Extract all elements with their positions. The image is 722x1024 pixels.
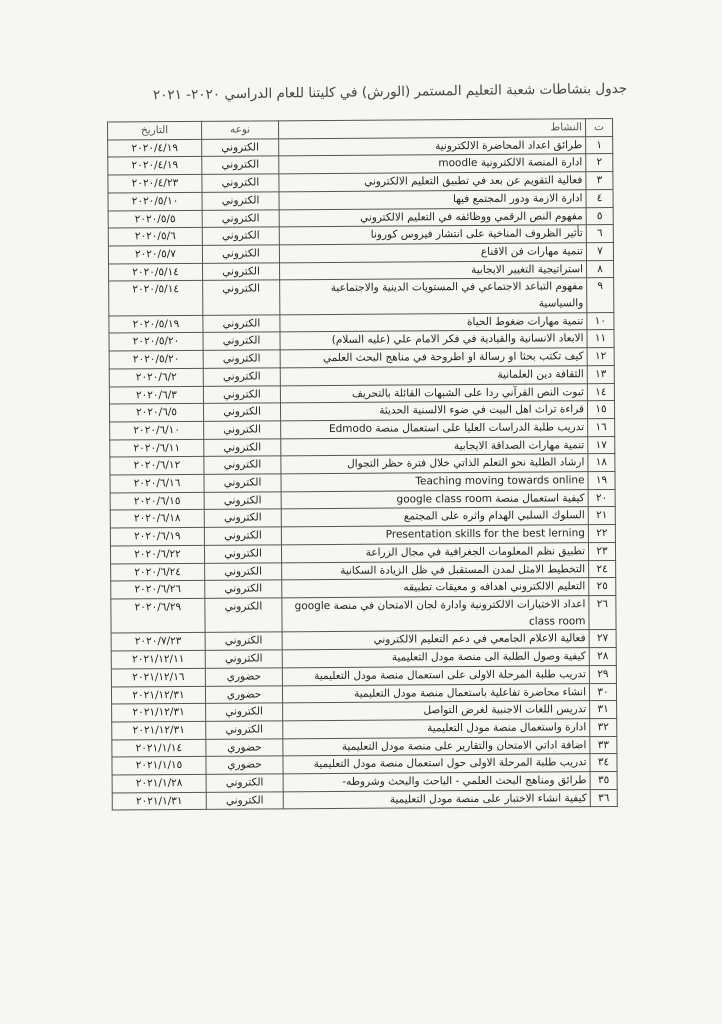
cell-date: ٢٠٢٠/٥/١٤ [109,263,203,281]
cell-num: ٤ [586,189,613,207]
cell-num: ١٤ [587,383,614,401]
cell-date: ٢٠٢٠/٥/٥ [108,210,202,228]
cell-type: الكتروني [202,174,279,192]
cell-activity: تأثير الظروف المناخية على انتشار فيروس كورونا [279,225,586,245]
cell-date: ٢٠٢١/١٢/٣١ [111,686,205,704]
cell-activity: التعليم الالكتروني اهدافه و معيقات تطبيقه [282,578,589,598]
cell-date: ٢٠٢١/١/٢٨ [112,774,206,792]
cell-num: ٣٠ [589,683,616,701]
cell-num: ٦ [586,225,613,243]
cell-num: ٣٤ [590,754,617,772]
cell-activity: فعالية التقويم عن بعد في تطبيق التعليم الالكتروني [279,172,586,192]
cell-activity: فعالية الاعلام الجامعي في دعم التعليم الالكتروني [282,630,589,650]
table-row [111,595,616,633]
cell-type: الكتروني [203,368,280,386]
cell-type: الكتروني [205,632,282,650]
cell-num: ١٦ [588,418,615,436]
cell-type: الكتروني [203,280,280,315]
cell-type: الكتروني [204,456,281,474]
cell-date: ٢٠٢٠/٦/١٦ [110,474,204,492]
cell-type: حضوري [205,685,282,703]
header-num: ت [586,119,613,137]
cell-num: ٢٨ [589,648,616,666]
cell-num: ١٩ [588,472,615,490]
cell-date: ٢٠٢٠/٦/١١ [110,439,204,457]
cell-num: ١١ [587,330,614,348]
cell-num: ٢٠ [588,489,615,507]
cell-type: الكتروني [206,792,283,810]
cell-date: ٢٠٢٠/٦/٥ [109,404,203,422]
cell-date: ٢٠٢٠/٦/٢٤ [111,563,205,581]
cell-num: ١٣ [587,365,614,383]
cell-date: ٢٠٢٠/٥/٦ [108,228,202,246]
cell-date: ٢٠٢١/١٢/١٦ [111,668,205,686]
cell-type: الكتروني [203,350,280,368]
cell-date: ٢٠٢٠/٤/١٩ [108,139,202,157]
cell-activity: تطبيق نظم المعلومات الجغرافية في مجال الزراعة [281,543,588,563]
cell-date: ٢٠٢٠/٦/٢٦ [111,581,205,599]
cell-type: الكتروني [202,156,279,174]
cell-date: ٢٠٢٠/٦/٣ [109,386,203,404]
cell-date: ٢٠٢١/١٢/٣١ [112,704,206,722]
cell-type: الكتروني [203,385,280,403]
cell-type: الكتروني [204,474,281,492]
cell-type: الكتروني [206,721,283,739]
cell-activity: قراءة تراث اهل البيت في ضوء الالسنية الحديثة [280,401,587,421]
cell-num: ٢٥ [589,578,616,596]
cell-activity: تدريب طلبة المرحلة الاولى حول استعمال منصة مودل التعليمية [283,754,590,774]
cell-type: الكتروني [206,774,283,792]
cell-activity: ثبوت النص القرآني ردا على الشبهات القائلة بالتحريف [280,383,587,403]
cell-type: الكتروني [204,545,281,563]
cell-type: الكتروني [204,438,281,456]
cell-activity: اضافة اداتي الامتحان والتقارير على منصة مودل التعليمية [283,736,590,756]
cell-date: ٢٠٢١/١/١٥ [112,757,206,775]
cell-num: ٣٣ [590,736,617,754]
cell-activity: كيف تكتب بحثا او رسالة او اطروحة في مناهج البحث العلمي [280,348,587,368]
cell-num: ١ [586,136,613,154]
activities-table [107,118,618,811]
cell-activity: السلوك السلبي الهدام واثره على المجتمع [281,507,588,527]
cell-date: ٢٠٢١/١/١٤ [112,739,206,757]
cell-num: ٣٢ [590,718,617,736]
header-type: نوعه [202,121,279,139]
table-row [112,789,617,810]
cell-activity: تنمية مهارات ضغوط الحياة [280,312,587,332]
cell-activity: تدريب طلبة الدراسات العليا على استعمال منصة Edmodo [281,419,588,439]
cell-activity: تدريب طلبة المرحلة الاولى على استعمال منصة مودل التعليمية [282,665,589,685]
cell-date: ٢٠٢٠/٦/٢ [109,368,203,386]
cell-type: حضوري [205,668,282,686]
cell-num: ١٢ [587,348,614,366]
cell-num: ٢٩ [589,665,616,683]
cell-activity: تنمية مهارات الصداقة الايجابية [281,436,588,456]
cell-num: ٧ [586,242,613,260]
cell-type: الكتروني [205,580,282,598]
cell-activity: ادارة الازمة ودور المجتمع فيها [279,190,586,210]
cell-type: الكتروني [204,509,281,527]
cell-num: ٨ [586,260,613,278]
table-body [108,136,618,810]
cell-activity: ادارة واستعمال منصة مودل التعليمية [283,719,590,739]
cell-date: ٢٠٢١/١٢/٣١ [112,721,206,739]
cell-date: ٢٠٢٠/٤/١٩ [108,157,202,175]
cell-activity: التخطيط الامثل لمدن المستقبل في ظل الزيادة السكانية [282,560,589,580]
cell-activity: تنمية مهارات فن الاقناع [279,243,586,263]
cell-activity: استراتيجية التغيير الايجابية [280,260,587,280]
cell-date: ٢٠٢٠/٦/١٥ [110,492,204,510]
cell-activity: Teaching moving towards online [281,472,588,492]
cell-type: الكتروني [205,562,282,580]
cell-activity: Presentation skills for the best lerning [281,525,588,545]
cell-num: ٣٦ [590,789,617,807]
cell-type: الكتروني [203,403,280,421]
cell-type: الكتروني [205,650,282,668]
cell-num: ٢٦ [589,595,616,630]
cell-type: حضوري [206,738,283,756]
cell-num: ٣ [586,172,613,190]
cell-date: ٢٠٢٠/٦/٢٢ [110,545,204,563]
cell-activity: انشاء محاضرة تفاعلية باستعمال منصة مودل التعليمية [282,683,589,703]
cell-date: ٢٠٢٠/٥/٢٠ [109,351,203,369]
cell-num: ٢٧ [589,630,616,648]
cell-date: ٢٠٢٠/٥/١٤ [109,281,203,316]
cell-date: ٢٠٢٠/٧/٢٣ [111,633,205,651]
cell-type: الكتروني [203,315,280,333]
cell-type: الكتروني [202,139,279,157]
cell-activity: طرائق اعداد المحاضرة الالكترونية [279,136,586,156]
cell-type: الكتروني [202,245,279,263]
cell-activity: الابعاد الانسانية والقيادية في فكر الامام علي (عليه السلام) [280,330,587,350]
cell-num: ١٨ [588,454,615,472]
cell-date: ٢٠٢٠/٦/١٨ [110,510,204,528]
cell-date: ٢٠٢٠/٥/٢٠ [109,333,203,351]
cell-activity: كيفية استعمال منصة google class room [281,489,588,509]
cell-activity: الثقافة دين العلمانية [280,366,587,386]
cell-activity: ارشاد الطلبة نحو التعلم الذاتي خلال فترة حظر التجوال [281,454,588,474]
cell-type: الكتروني [204,492,281,510]
cell-date: ٢٠٢٠/٤/٢٣ [108,174,202,192]
cell-num: ١٧ [588,436,615,454]
cell-num: ٩ [587,278,614,313]
cell-num: ٢٢ [588,525,615,543]
cell-type: حضوري [206,756,283,774]
cell-date: ٢٠٢٠/٦/١٩ [110,528,204,546]
cell-type: الكتروني [202,209,279,227]
cell-type: الكتروني [205,598,282,633]
cell-activity: اعداد الاختبارات الالكترونية وادارة لجان الامتحان في منصة google class room [282,596,589,633]
cell-type: الكتروني [206,703,283,721]
cell-date: ٢٠٢١/١/٣١ [112,792,206,810]
cell-activity: طرائق ومناهج البحث العلمي - الباحث والبحث وشروطه- [283,772,590,792]
header-date: التاريخ [108,121,202,139]
cell-activity: مفهوم النص الرقمي ووظائفه في التعليم الالكتروني [279,207,586,227]
cell-num: ٣١ [590,701,617,719]
cell-date: ٢٠٢٠/٥/١٩ [109,315,203,333]
cell-activity: كيفية وصول الطلبة الى منصة مودل التعليمية [282,648,589,668]
cell-num: ٢٣ [588,542,615,560]
cell-activity: مفهوم التباعد الاجتماعي في المستويات الدينية والاجتماعية والسياسية [280,278,587,315]
cell-date: ٢٠٢٠/٦/١٢ [110,457,204,475]
cell-type: الكتروني [204,421,281,439]
cell-type: الكتروني [202,227,279,245]
cell-date: ٢٠٢٠/٦/٢٩ [111,598,205,633]
cell-type: الكتروني [203,262,280,280]
cell-num: ٣٥ [590,772,617,790]
cell-num: ٢٤ [589,560,616,578]
cell-num: ٢ [586,154,613,172]
cell-num: ٢١ [588,507,615,525]
cell-date: ٢٠٢٠/٥/٧ [108,245,202,263]
header-activity: النشاط [279,119,586,139]
table-row [109,278,614,316]
cell-date: ٢٠٢٠/٦/١٠ [110,421,204,439]
cell-date: ٢٠٢١/١٢/١١ [111,650,205,668]
cell-num: ١٥ [587,401,614,419]
cell-type: الكتروني [203,332,280,350]
cell-type: الكتروني [204,527,281,545]
cell-num: ١٠ [587,312,614,330]
cell-activity: تدريس اللغات الاجنبية لغرض التواصل [283,701,590,721]
cell-activity: ادارة المنصة الالكترونية moodle [279,154,586,174]
document-title: جدول بنشاطات شعبة التعليم المستمر (الورش) في كليتنا للعام الدراسي ٢٠٢٠- ٢٠٢١ [152,80,628,104]
cell-type: الكتروني [202,192,279,210]
cell-date: ٢٠٢٠/٥/١٠ [108,192,202,210]
cell-num: ٥ [586,207,613,225]
cell-activity: كيفية انشاء الاختبار على منصة مودل التعليمية [283,789,590,809]
